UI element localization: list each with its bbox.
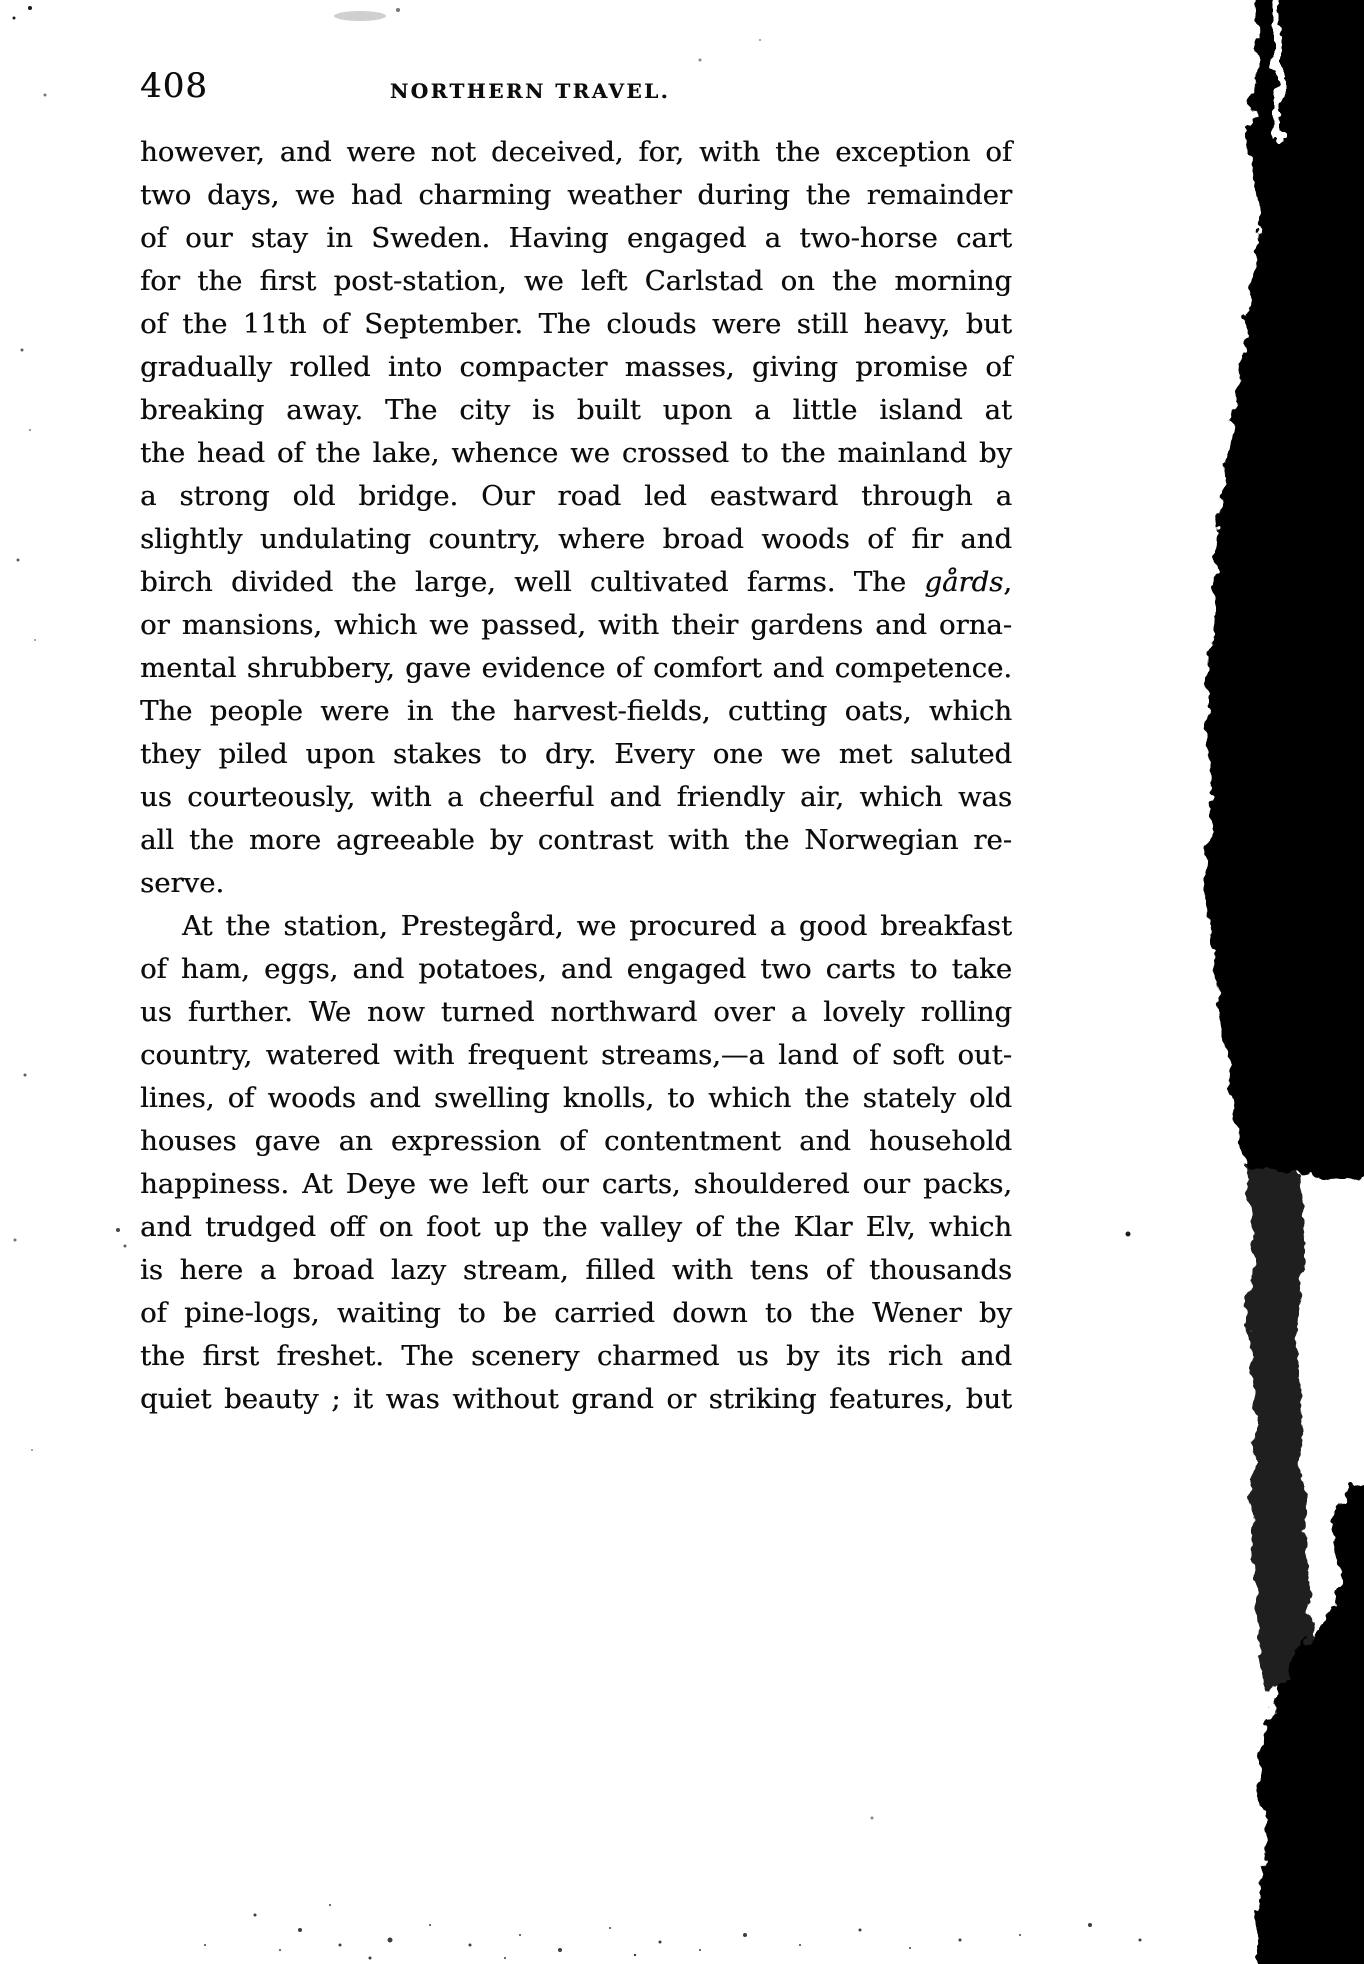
text-line: houses gave an expression of contentment and household [140,1125,1012,1157]
text-line: gradually rolled into compacter masses, giving promise of [140,351,1012,383]
text-line: or mansions, which we passed, with their gardens and orna- [140,609,1012,641]
text-line: however, and were not deceived, for, with the exception of [140,136,1012,168]
text-line: two days, we had charming weather during the remainder [140,179,1012,211]
text-line: The people were in the harvest-fields, cutting oats, which [140,695,1012,727]
text-line: of the 11th of September. The clouds were still heavy, but [140,308,1012,340]
scan-white-slit [1274,0,1282,140]
text-line: serve. [140,867,225,899]
running-head: NORTHERN TRAVEL. [389,79,671,103]
text-line: slightly undulating country, where broad woods of fir and [140,523,1012,555]
text-line: breaking away. The city is built upon a little island at [140,394,1012,426]
text-line: all the more agreeable by contrast with the Norwegian re- [140,824,1012,856]
text-line: country, watered with frequent streams,—a land of soft out- [140,1039,1012,1071]
text-line: the head of the lake, whence we crossed to the mainland by [140,437,1012,469]
text-line: quiet beauty ; it was without grand or striking features, but [140,1383,1012,1415]
page-number: 408 [140,66,208,106]
text-line: of ham, eggs, and potatoes, and engaged two carts to take [140,953,1012,985]
text-line: and trudged off on foot up the valley of the Klar Elv, which [140,1211,1012,1243]
text-line: of pine-logs, waiting to be carried down to the Wener by [140,1297,1012,1329]
body-text [140,131,1012,1421]
text-line: a strong old bridge. Our road led eastward through a [140,480,1012,512]
text-line: mental shrubbery, gave evidence of comfort and competence. [140,652,1012,684]
text-line: At the station, Prestegård, we procured a good breakfast [182,910,1012,942]
text-line: for the first post-station, we left Carlstad on the morning [140,265,1012,297]
text-line: birch divided the large, well cultivated farms. The gårds, [140,566,1012,598]
text-line: lines, of woods and swelling knolls, to which the stately old [140,1082,1012,1114]
text-line: they piled upon stakes to dry. Every one we met saluted [140,738,1012,770]
scan-gutter-shadow [1206,0,1364,1964]
text-line: the first freshet. The scenery charmed us by its rich and [140,1340,1012,1372]
text-line: us courteously, with a cheerful and friendly air, which was [140,781,1012,813]
text-line: happiness. At Deye we left our carts, shouldered our packs, [140,1168,1012,1200]
text-line: of our stay in Sweden. Having engaged a two-horse cart [140,222,1012,254]
text-line: us further. We now turned northward over a lovely rolling [140,996,1012,1028]
text-line: is here a broad lazy stream, filled with tens of thousands [140,1254,1012,1286]
